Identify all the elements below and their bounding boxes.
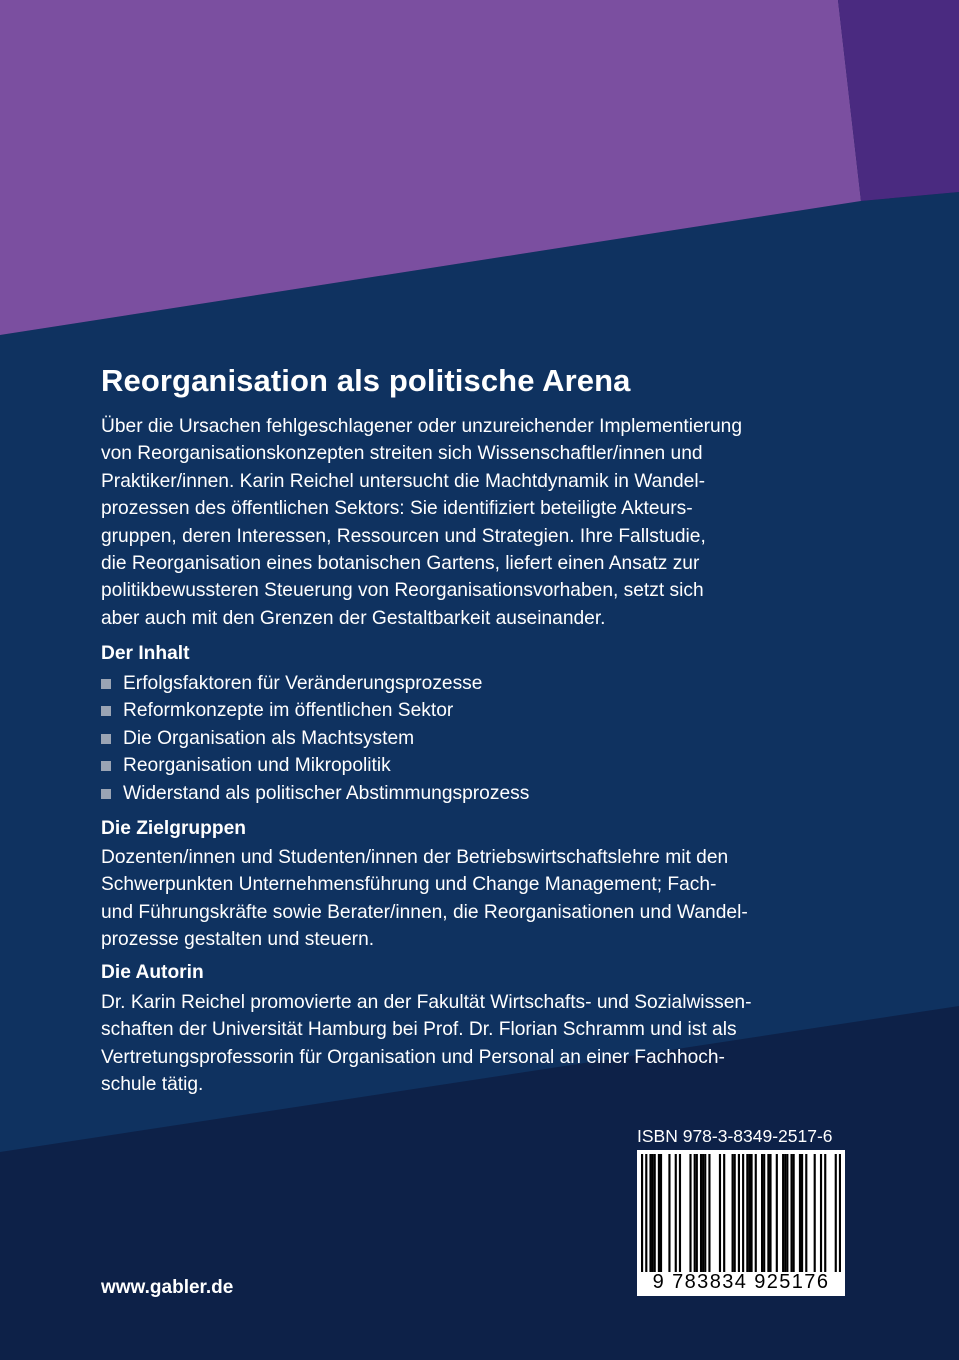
barcode-bar	[801, 1154, 803, 1272]
zielgruppen-heading: Die Zielgruppen	[101, 818, 246, 839]
list-item	[101, 725, 529, 752]
isbn-label: ISBN 978-3-8349-2517-6	[637, 1126, 833, 1146]
barcode-bar	[835, 1154, 837, 1272]
autorin-line: Dr. Karin Reichel promovierte an der Fakultät Wirtschafts- und Sozialwissen-	[101, 992, 752, 1013]
blurb-line: prozessen des öffentlichen Sektors: Sie identifiziert beteiligte Akteurs-	[101, 498, 693, 520]
barcode-bar	[734, 1154, 736, 1272]
barcode-bar	[649, 1154, 651, 1272]
zielgruppen-line: Schwerpunkten Unternehmensführung und Change Management; Fach-	[101, 874, 717, 896]
barcode-bar	[799, 1154, 801, 1272]
barcode-bar	[719, 1154, 721, 1272]
zielgruppen-line: Dozenten/innen und Studenten/innen der Betriebswirtschaftslehre mit den	[101, 847, 729, 868]
barcode-bar	[755, 1154, 757, 1272]
barcode-bar	[696, 1154, 698, 1272]
blurb-line: politikbewussteren Steuerung von Reorganisationsvorhaben, setzt sich	[101, 580, 704, 602]
barcode-bar	[702, 1154, 704, 1272]
barcode-bar	[748, 1154, 750, 1272]
list-item-text: Erfolgsfaktoren für Veränderungsprozesse	[123, 673, 483, 694]
book-title: Reorganisation als politische Arena	[101, 363, 631, 398]
publisher-website[interactable]: www.gabler.de	[101, 1277, 234, 1298]
list-item	[101, 670, 529, 697]
square-bullet-icon	[101, 706, 111, 716]
zielgruppen-paragraph	[101, 844, 748, 954]
blurb-line: Praktiker/innen. Karin Reichel untersucht die Machtdynamik in Wandel-	[101, 470, 705, 492]
barcode-bar	[769, 1154, 771, 1272]
inhalt-list	[101, 670, 529, 807]
inhalt-heading: Der Inhalt	[101, 643, 190, 664]
barcode-bar	[704, 1154, 706, 1272]
square-bullet-icon	[101, 679, 111, 689]
barcode-bar	[784, 1154, 786, 1272]
square-bullet-icon	[101, 789, 111, 799]
barcode-bar	[790, 1154, 792, 1272]
barcode-bar	[776, 1154, 778, 1272]
barcode-bar	[694, 1154, 696, 1272]
barcode-bar	[732, 1154, 734, 1272]
autorin-line: schaften der Universität Hamburg bei Prof. Dr. Florian Schramm und ist als	[101, 1019, 737, 1041]
barcode-bar	[700, 1154, 702, 1272]
barcode-bar	[750, 1154, 752, 1272]
barcode-bar	[654, 1154, 656, 1272]
barcode	[637, 1150, 845, 1296]
blurb-line: Über die Ursachen fehlgeschlagener oder unzureichender Implementierung	[101, 416, 743, 437]
barcode-bar	[675, 1154, 677, 1272]
barcode-bar	[814, 1154, 816, 1272]
list-item	[101, 752, 529, 779]
barcode-bar	[767, 1154, 769, 1272]
barcode-bar	[839, 1154, 841, 1272]
autorin-paragraph	[101, 989, 752, 1099]
list-item-text: Reorganisation und Mikropolitik	[123, 755, 391, 777]
list-item	[101, 780, 529, 807]
blurb-line: von Reorganisationskonzepten streiten sich Wissenschaftler/innen und	[101, 443, 703, 465]
zielgruppen-line: prozesse gestalten und steuern.	[101, 929, 375, 951]
square-bullet-icon	[101, 734, 111, 744]
list-item-text: Widerstand als politischer Abstimmungsprozess	[123, 782, 530, 804]
blurb-line: gruppen, deren Interessen, Ressourcen und Strategien. Ihre Fallstudie,	[101, 525, 706, 547]
barcode-bar	[786, 1154, 788, 1272]
blurb-line: aber auch mit den Grenzen der Gestaltbarkeit auseinander.	[101, 607, 606, 629]
barcode-bars	[641, 1154, 841, 1272]
list-item-text: Reformkonzepte im öffentlichen Sektor	[123, 700, 454, 722]
barcode-bar	[793, 1154, 795, 1272]
barcode-bar	[668, 1154, 670, 1272]
barcode-digits: 9 783834 925176	[652, 1271, 830, 1293]
barcode-bar	[782, 1154, 784, 1272]
barcode-bar	[742, 1154, 744, 1272]
barcode-bar	[805, 1154, 807, 1272]
barcode-bar	[824, 1154, 826, 1272]
blurb-line: die Reorganisation eines botanischen Gartens, liefert einen Ansatz zur	[101, 553, 700, 575]
list-item	[101, 697, 529, 724]
zielgruppen-line: und Führungskräfte sowie Berater/innen, die Reorganisationen und Wandel-	[101, 901, 748, 923]
barcode-bar	[660, 1154, 662, 1272]
barcode-bar	[723, 1154, 725, 1272]
barcode-bar	[689, 1154, 691, 1272]
list-item-text: Die Organisation als Machtsystem	[123, 727, 415, 749]
barcode-bar	[645, 1154, 647, 1272]
barcode-bar	[652, 1154, 654, 1272]
blurb-paragraph	[101, 413, 742, 632]
barcode-bar	[820, 1154, 822, 1272]
barcode-bar	[761, 1154, 763, 1272]
square-bullet-icon	[101, 761, 111, 771]
barcode-bar	[641, 1154, 643, 1272]
barcode-bar	[746, 1154, 748, 1272]
autorin-heading: Die Autorin	[101, 962, 204, 983]
autorin-line: schule tätig.	[101, 1074, 204, 1096]
barcode-bar	[679, 1154, 681, 1272]
barcode-bar	[763, 1154, 765, 1272]
barcode-bar	[658, 1154, 660, 1272]
barcode-bar	[708, 1154, 710, 1272]
barcode-bar	[738, 1154, 740, 1272]
autorin-line: Vertretungsprofessorin für Organisation und Personal an einer Fachhoch-	[101, 1046, 725, 1068]
